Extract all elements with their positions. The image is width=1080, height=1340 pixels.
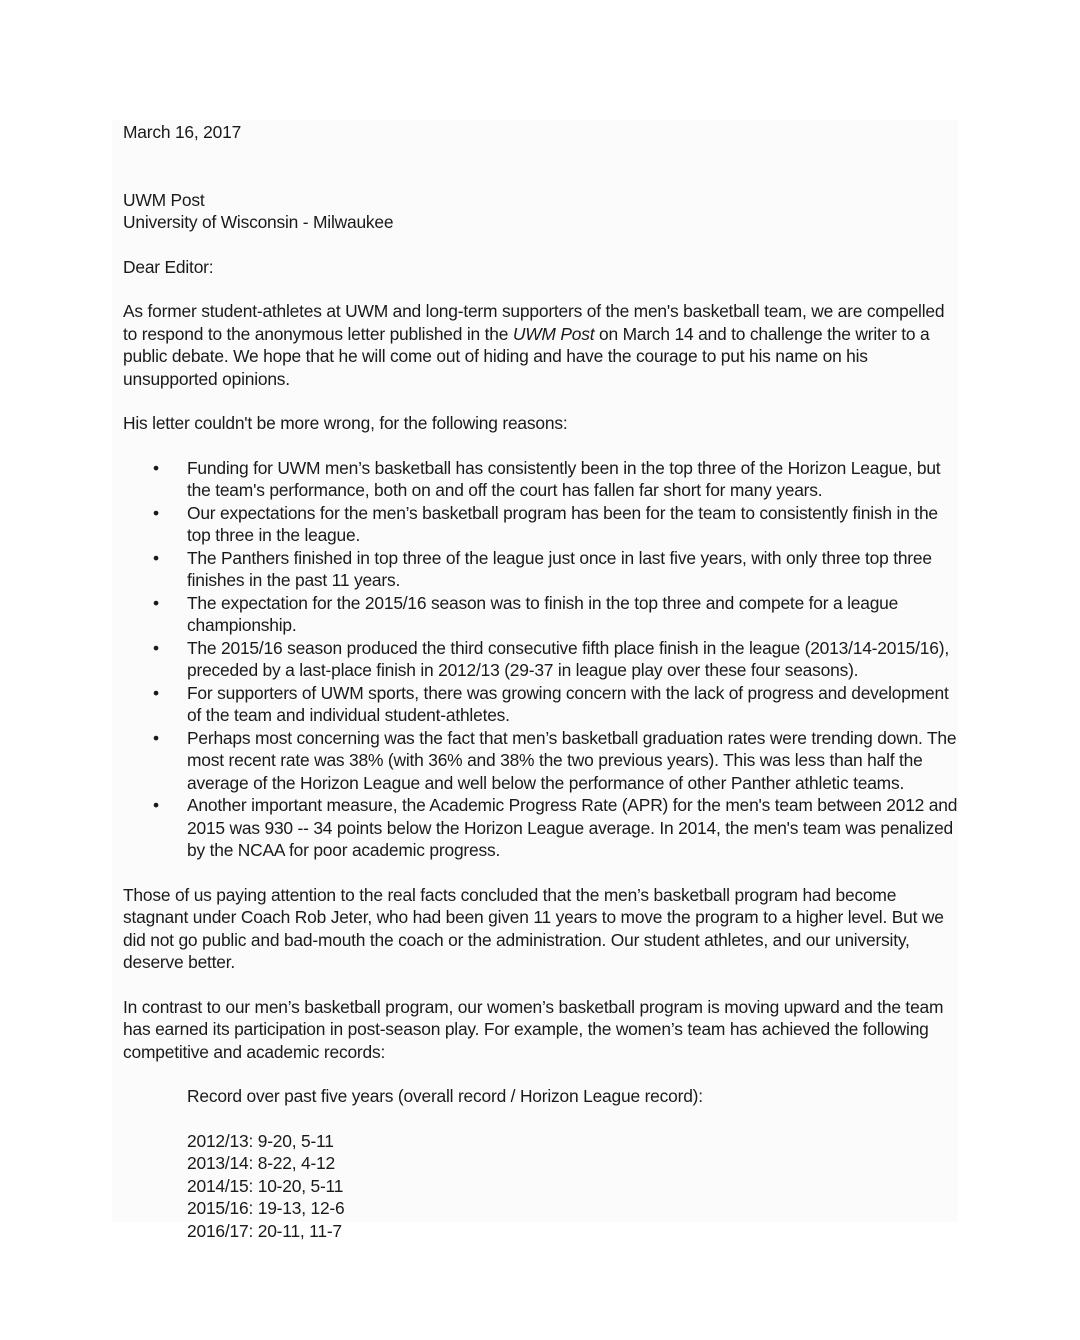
list-item xyxy=(123,727,959,795)
list-item xyxy=(123,682,959,727)
list-item xyxy=(123,547,959,592)
list-item xyxy=(123,592,959,637)
womens-program-paragraph: In contrast to our men’s basketball program, our women’s basketball program is moving upward and the team has earned its participation in post-season play. For example, the women’s team has achieved the following competitive and academic records: xyxy=(123,996,944,1062)
record-row: 2015/16: 19-13, 12-6 xyxy=(187,1198,345,1218)
recipient-address xyxy=(123,189,959,234)
list-item-text: The 2015/16 season produced the third consecutive fifth place finish in the league (2013/14-2015/16), preceded by a last-place finish in 2012/13 (29-37 in league play over these four seasons). xyxy=(187,637,949,680)
record-row: 2012/13: 9-20, 5-11 xyxy=(187,1130,334,1151)
bullet-icon: • xyxy=(153,502,159,523)
list-item-text: Our expectations for the men’s basketball program has been for the team to consistently finish in the top three in the league. xyxy=(187,502,938,545)
bullet-icon: • xyxy=(153,637,159,658)
reasons-intro: His letter couldn't be more wrong, for the following reasons: xyxy=(123,413,568,433)
record-row: 2016/17: 20-11, 11-7 xyxy=(187,1220,342,1241)
publication-name: UWM Post xyxy=(512,323,595,344)
bullet-icon: • xyxy=(153,547,159,568)
recipient-line-1: UWM Post xyxy=(123,189,205,210)
intro-paragraph xyxy=(123,300,959,390)
list-item-text: Funding for UWM men’s basketball has consistently been in the top three of the Horizon League, but the team's performance, both on and off the court has fallen far short for many years. xyxy=(187,457,941,500)
bullet-icon: • xyxy=(153,795,159,815)
bullet-icon: • xyxy=(153,727,159,748)
recipient-line-2: University of Wisconsin - Milwaukee xyxy=(123,212,394,232)
bullet-icon: • xyxy=(153,682,159,703)
reasons-list xyxy=(123,457,959,862)
record-row: 2013/14: 8-22, 4-12 xyxy=(187,1153,336,1173)
letter-date: March 16, 2017 xyxy=(123,122,242,142)
salutation: Dear Editor: xyxy=(123,256,214,277)
letter-body xyxy=(123,121,959,1242)
intro-text-2: on March 14 and to challenge the writer to a public debate. We hope that he will come out of hiding and have the courage to put his name on his unsupported opinions. xyxy=(123,323,930,389)
record-row: 2014/15: 10-20, 5-11 xyxy=(187,1175,344,1196)
intro-text-1: As former student-athletes at UWM and long-term supporters of the men's basketball team, we are compelled to respond to the anonymous letter published in the xyxy=(123,301,945,344)
list-item-text: The Panthers finished in top three of the league just once in last five years, with only three top three finishes in the past 11 years. xyxy=(187,547,932,590)
bullet-icon: • xyxy=(153,457,159,478)
list-item xyxy=(123,794,959,862)
list-item-text: The expectation for the 2015/16 season was to finish in the top three and compete for a league championship. xyxy=(187,592,899,635)
list-item xyxy=(123,457,959,502)
bullet-icon: • xyxy=(153,592,159,613)
list-item-text: Perhaps most concerning was the fact that men’s basketball graduation rates were trending down. The most recent rate was 38% (with 36% and 38% the two previous years). This was less than half the average of the Horizon League and well below the performance of other Panther athletic teams. xyxy=(187,727,957,793)
records-heading: Record over past five years (overall record / Horizon League record): xyxy=(187,1086,703,1106)
list-item xyxy=(123,637,959,682)
list-item xyxy=(123,502,959,547)
records-list xyxy=(123,1130,959,1243)
stagnant-paragraph: Those of us paying attention to the real facts concluded that the men’s basketball program had become stagnant under Coach Rob Jeter, who had been given 11 years to move the program to a higher level. But we did not go public and bad-mouth the coach or the administration. Our student athletes, and our university, deserve better. xyxy=(123,884,944,972)
list-item-text: Another important measure, the Academic Progress Rate (APR) for the men's team between 2012 and 2015 was 930 -- 34 points below the Horizon League average. In 2014, the men's team was penalized by the NCAA for poor academic progress. xyxy=(187,795,958,860)
list-item-text: For supporters of UWM sports, there was growing concern with the lack of progress and development of the team and individual student-athletes. xyxy=(187,682,949,725)
